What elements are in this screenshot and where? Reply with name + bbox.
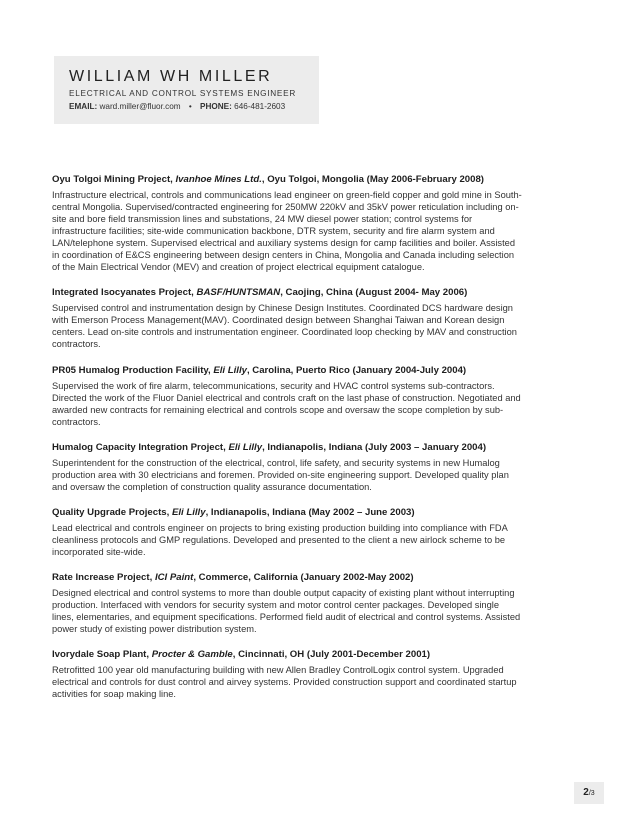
- project-location-dates: Commerce, California (January 2002-May 2002): [198, 571, 414, 583]
- project-location-dates: Indianapolis, Indiana (May 2002 – June 2003): [210, 506, 415, 518]
- project-entry: [52, 441, 522, 493]
- phone-number: 646-481-2603: [234, 102, 286, 111]
- project-entry: [52, 571, 522, 635]
- project-description: Supervised control and instrumentation design by Chinese Design Institutes. Coordinated DCS hardware design with Emerson Process Management(MAV). Coordinated design between Shanghai Taiwan and Korean design centers. Lead on-site controls and instrumentation engineer. Coordinated loop checking by MAV and construction contractors.: [52, 303, 517, 350]
- project-client: ICI Paint: [154, 571, 194, 583]
- project-name: Rate Increase Project: [52, 571, 150, 583]
- project-location-dates: Cincinnati, OH (July 2001-December 2001): [238, 649, 431, 661]
- email-label: EMAIL:: [69, 102, 98, 111]
- project-title: Quality Upgrade Projects, Eli Lilly, Indianapolis, Indiana (May 2002 – June 2003): [52, 506, 415, 518]
- project-title: Ivorydale Soap Plant, Procter & Gamble, Cincinnati, OH (July 2001-December 2001): [52, 649, 431, 661]
- header-box: [54, 56, 319, 124]
- current-page: 2: [583, 787, 589, 798]
- project-description: Designed electrical and control systems to more than double output capacity of existing plant without interrupting production. Interfaced with vendors for security system and motor control center packages. Developed single lines, elementaries, and equipment specifications. Performed field audit of electrical and control systems. Assisted power study of existing power distribution system.: [52, 587, 521, 635]
- job-title: ELECTRICAL AND CONTROL SYSTEMS ENGINEER: [69, 89, 296, 98]
- total-pages: /3: [588, 790, 595, 797]
- phone-label: PHONE:: [200, 102, 232, 111]
- project-title: PR05 Humalog Production Facility, Eli Lilly, Carolina, Puerto Rico (January 2004-July 2004): [52, 364, 467, 376]
- project-name: PR05 Humalog Production Facility: [52, 364, 209, 376]
- project-description: Infrastructure electrical, controls and communications lead engineer on green-field copper and gold mine in South-central Mongolia. Supervised/contracted engineering for 250MW 220kV and 35kV power reticulation including on-site and bore field transmission lines and substations, 24 MW diesel power station; control systems for infrastructure facilities; site-wide communication backbone, DTR system, security and fire alarm system and LAN/telephone system. Supervised electrical and auxiliary systems design for camp facilities and boiler. Assisted in coordination of E&CS engineering between design centers in China, Mongolia and Canada including selection of the Main Electrical Vendor (MEV) and creation of project electrical equipment catalogue.: [52, 190, 522, 273]
- project-entry: [52, 364, 522, 428]
- project-title: Oyu Tolgoi Mining Project, Ivanhoe Mines Ltd., Oyu Tolgoi, Mongolia (May 2006-February 2008): [52, 174, 484, 185]
- project-location-dates: Oyu Tolgoi, Mongolia (May 2006-February 2008): [267, 174, 484, 185]
- project-name: Humalog Capacity Integration Project: [52, 441, 224, 453]
- contact-separator: •: [188, 102, 192, 111]
- project-client: Procter & Gamble: [151, 649, 233, 661]
- email-address[interactable]: ward.miller@fluor.com: [99, 102, 181, 111]
- project-name: Oyu Tolgoi Mining Project: [52, 174, 171, 185]
- project-title: Humalog Capacity Integration Project, Eli Lilly, Indianapolis, Indiana (July 2003 – January 2004): [52, 441, 487, 453]
- project-entry: [52, 286, 522, 350]
- candidate-name: WILLIAM WH MILLER: [69, 68, 273, 85]
- project-client: Eli Lilly: [228, 441, 263, 453]
- project-description: Supervised the work of fire alarm, telecommunications, security and HVAC control systems sub-contractors. Directed the work of the Fluor Daniel electrical and controls craft on the last phase of construction. Negotiated and awarded new contracts for remaining electrical and controls scope and oversaw the scope completion by sub-contractors.: [52, 380, 521, 427]
- project-description: Retrofitted 100 year old manufacturing building with new Allen Bradley ControlLogix control system. Upgraded electrical and controls for dust control and airvey systems. Provided construction support and coordinated startup activities for soap making line.: [52, 665, 517, 700]
- project-location-dates: Carolina, Puerto Rico (January 2004-July 2004): [252, 364, 467, 376]
- contact-line: [69, 102, 319, 112]
- project-client: Eli Lilly: [171, 506, 206, 518]
- project-title: Integrated Isocyanates Project, BASF/HUNTSMAN, Caojing, China (August 2004- May 2006): [52, 287, 468, 299]
- project-description: Lead electrical and controls engineer on projects to bring existing production building into compliance with FDA cleanliness protocols and GMP regulations. Developed and presented to the client a new airlock scheme to be incorporated site-wide.: [52, 522, 508, 557]
- project-client: BASF/HUNTSMAN: [196, 287, 281, 299]
- project-client: Ivanhoe Mines Ltd.: [175, 174, 262, 185]
- project-entry: [52, 506, 522, 558]
- project-name: Integrated Isocyanates Project: [52, 287, 192, 299]
- project-name: Ivorydale Soap Plant: [52, 649, 147, 661]
- project-list: [52, 173, 522, 713]
- project-location-dates: Indianapolis, Indiana (July 2003 – January 2004): [267, 441, 487, 453]
- project-description: Superintendent for the construction of the electrical, control, life safety, and security systems in new Humalog production area with 30 electricians and foremen. Provided on-site engineering support. Developed quality plan and oversaw the completion of construction quality assurance documentation.: [52, 457, 509, 492]
- project-location-dates: Caojing, China (August 2004- May 2006): [285, 287, 468, 299]
- project-title: Rate Increase Project, ICI Paint, Commerce, California (January 2002-May 2002): [52, 571, 414, 583]
- project-entry: [52, 648, 522, 700]
- project-entry: [52, 173, 522, 273]
- project-name: Quality Upgrade Projects: [52, 506, 167, 518]
- project-client: Eli Lilly: [213, 364, 247, 376]
- page-number: [574, 782, 604, 804]
